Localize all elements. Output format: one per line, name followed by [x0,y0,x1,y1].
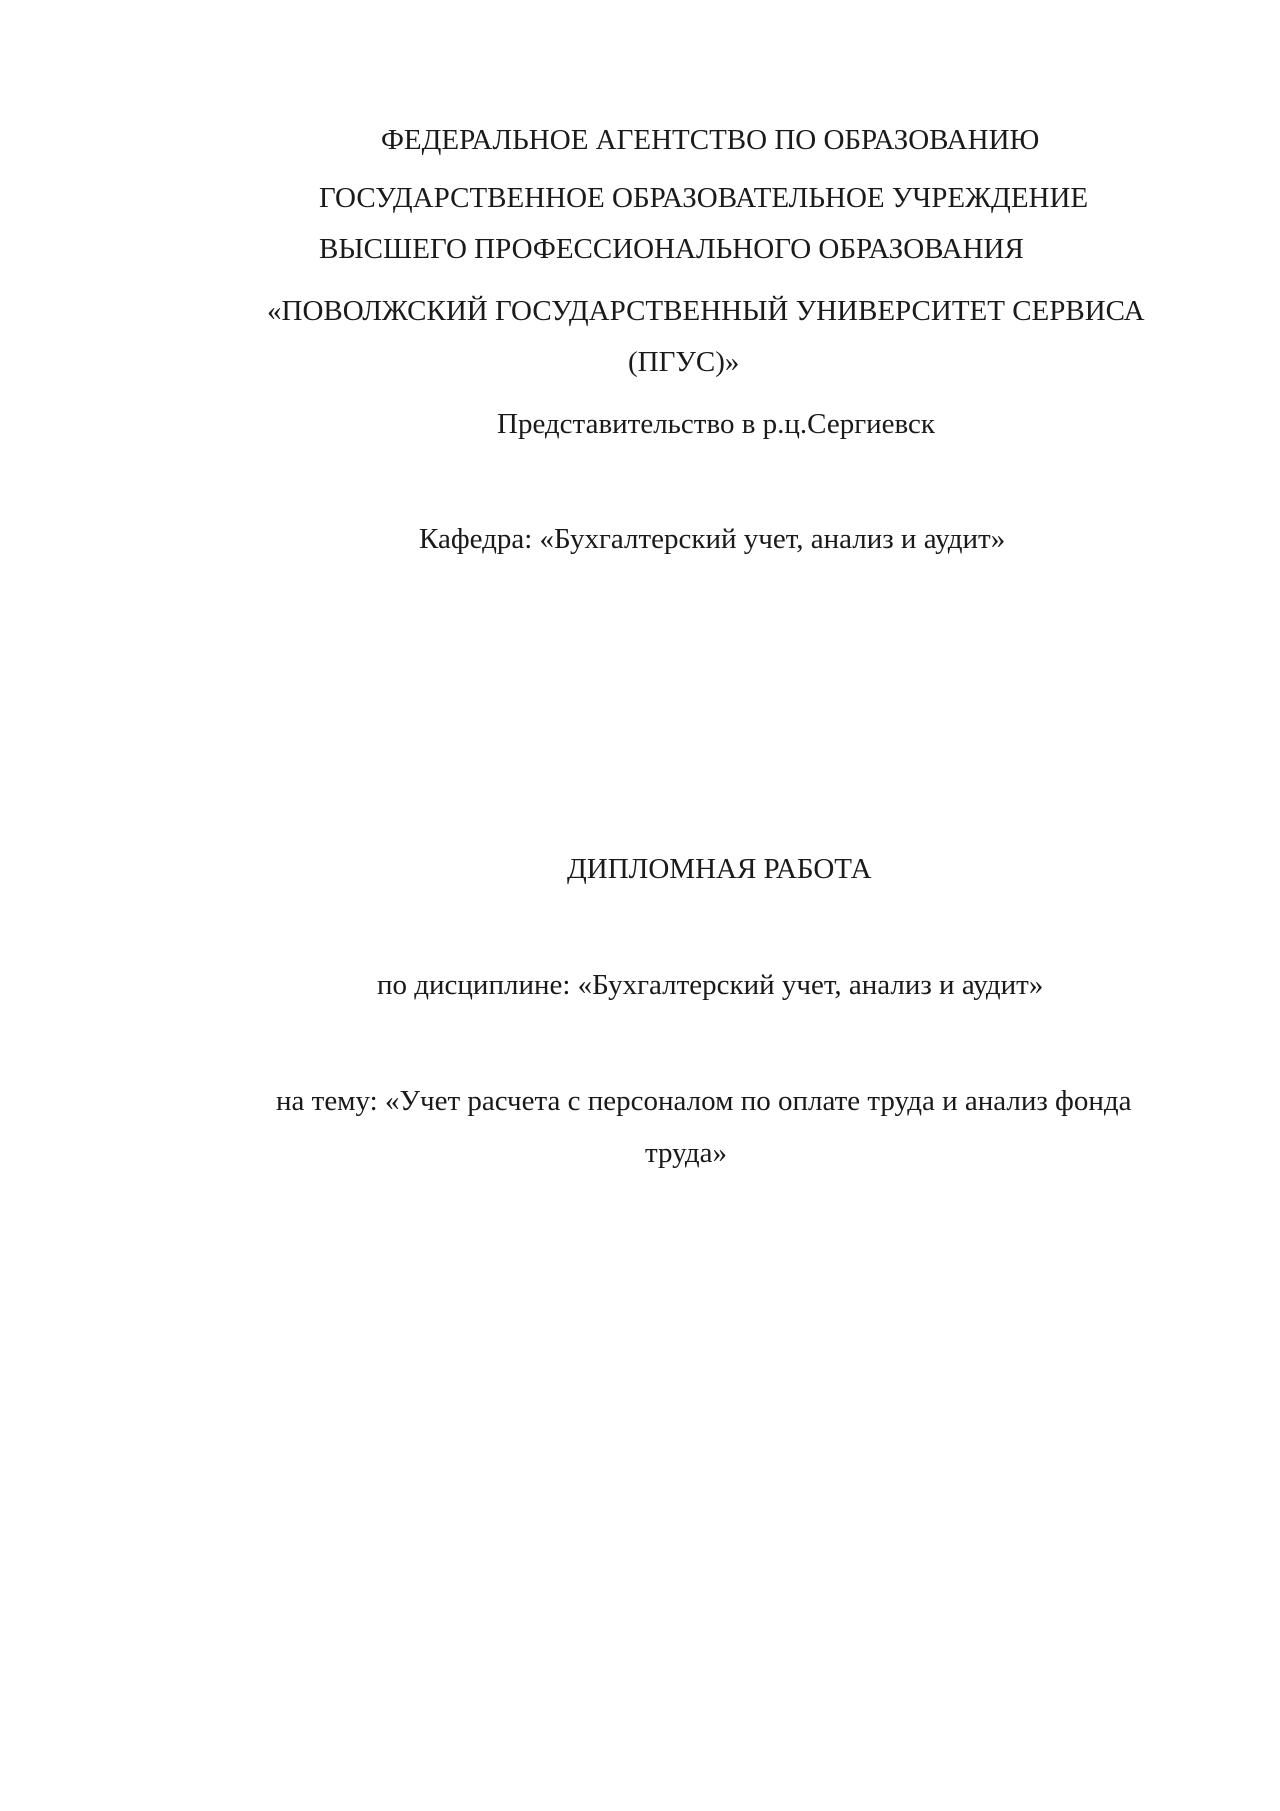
agency-name: ФЕДЕРАЛЬНОЕ АГЕНТСТВО ПО ОБРАЗОВАНИЮ [381,124,1040,156]
university-abbreviation: (ПГУС)» [628,346,740,378]
institution-type: ГОСУДАРСТВЕННОЕ ОБРАЗОВАТЕЛЬНОЕ УЧРЕЖДЕНИЕ [319,182,1089,214]
discipline-text: по дисциплине: «Бухгалтерский учет, анализ и аудит» [377,969,1044,1001]
work-type-title: ДИПЛОМНАЯ РАБОТА [567,853,872,885]
topic-text-part-1: на тему: «Учет расчета с персоналом по оплате труда и анализ фонда [276,1085,1132,1117]
institution-level: ВЫСШЕГО ПРОФЕССИОНАЛЬНОГО ОБРАЗОВАНИЯ [319,233,1024,265]
topic-text-part-2: труда» [645,1137,727,1169]
branch-name: Представительство в р.ц.Сергиевск [497,408,936,440]
university-name: «ПОВОЛЖСКИЙ ГОСУДАРСТВЕННЫЙ УНИВЕРСИТЕТ СЕРВИСА [267,295,1145,327]
department-name: Кафедра: «Бухгалтерский учет, анализ и аудит» [419,523,1006,555]
